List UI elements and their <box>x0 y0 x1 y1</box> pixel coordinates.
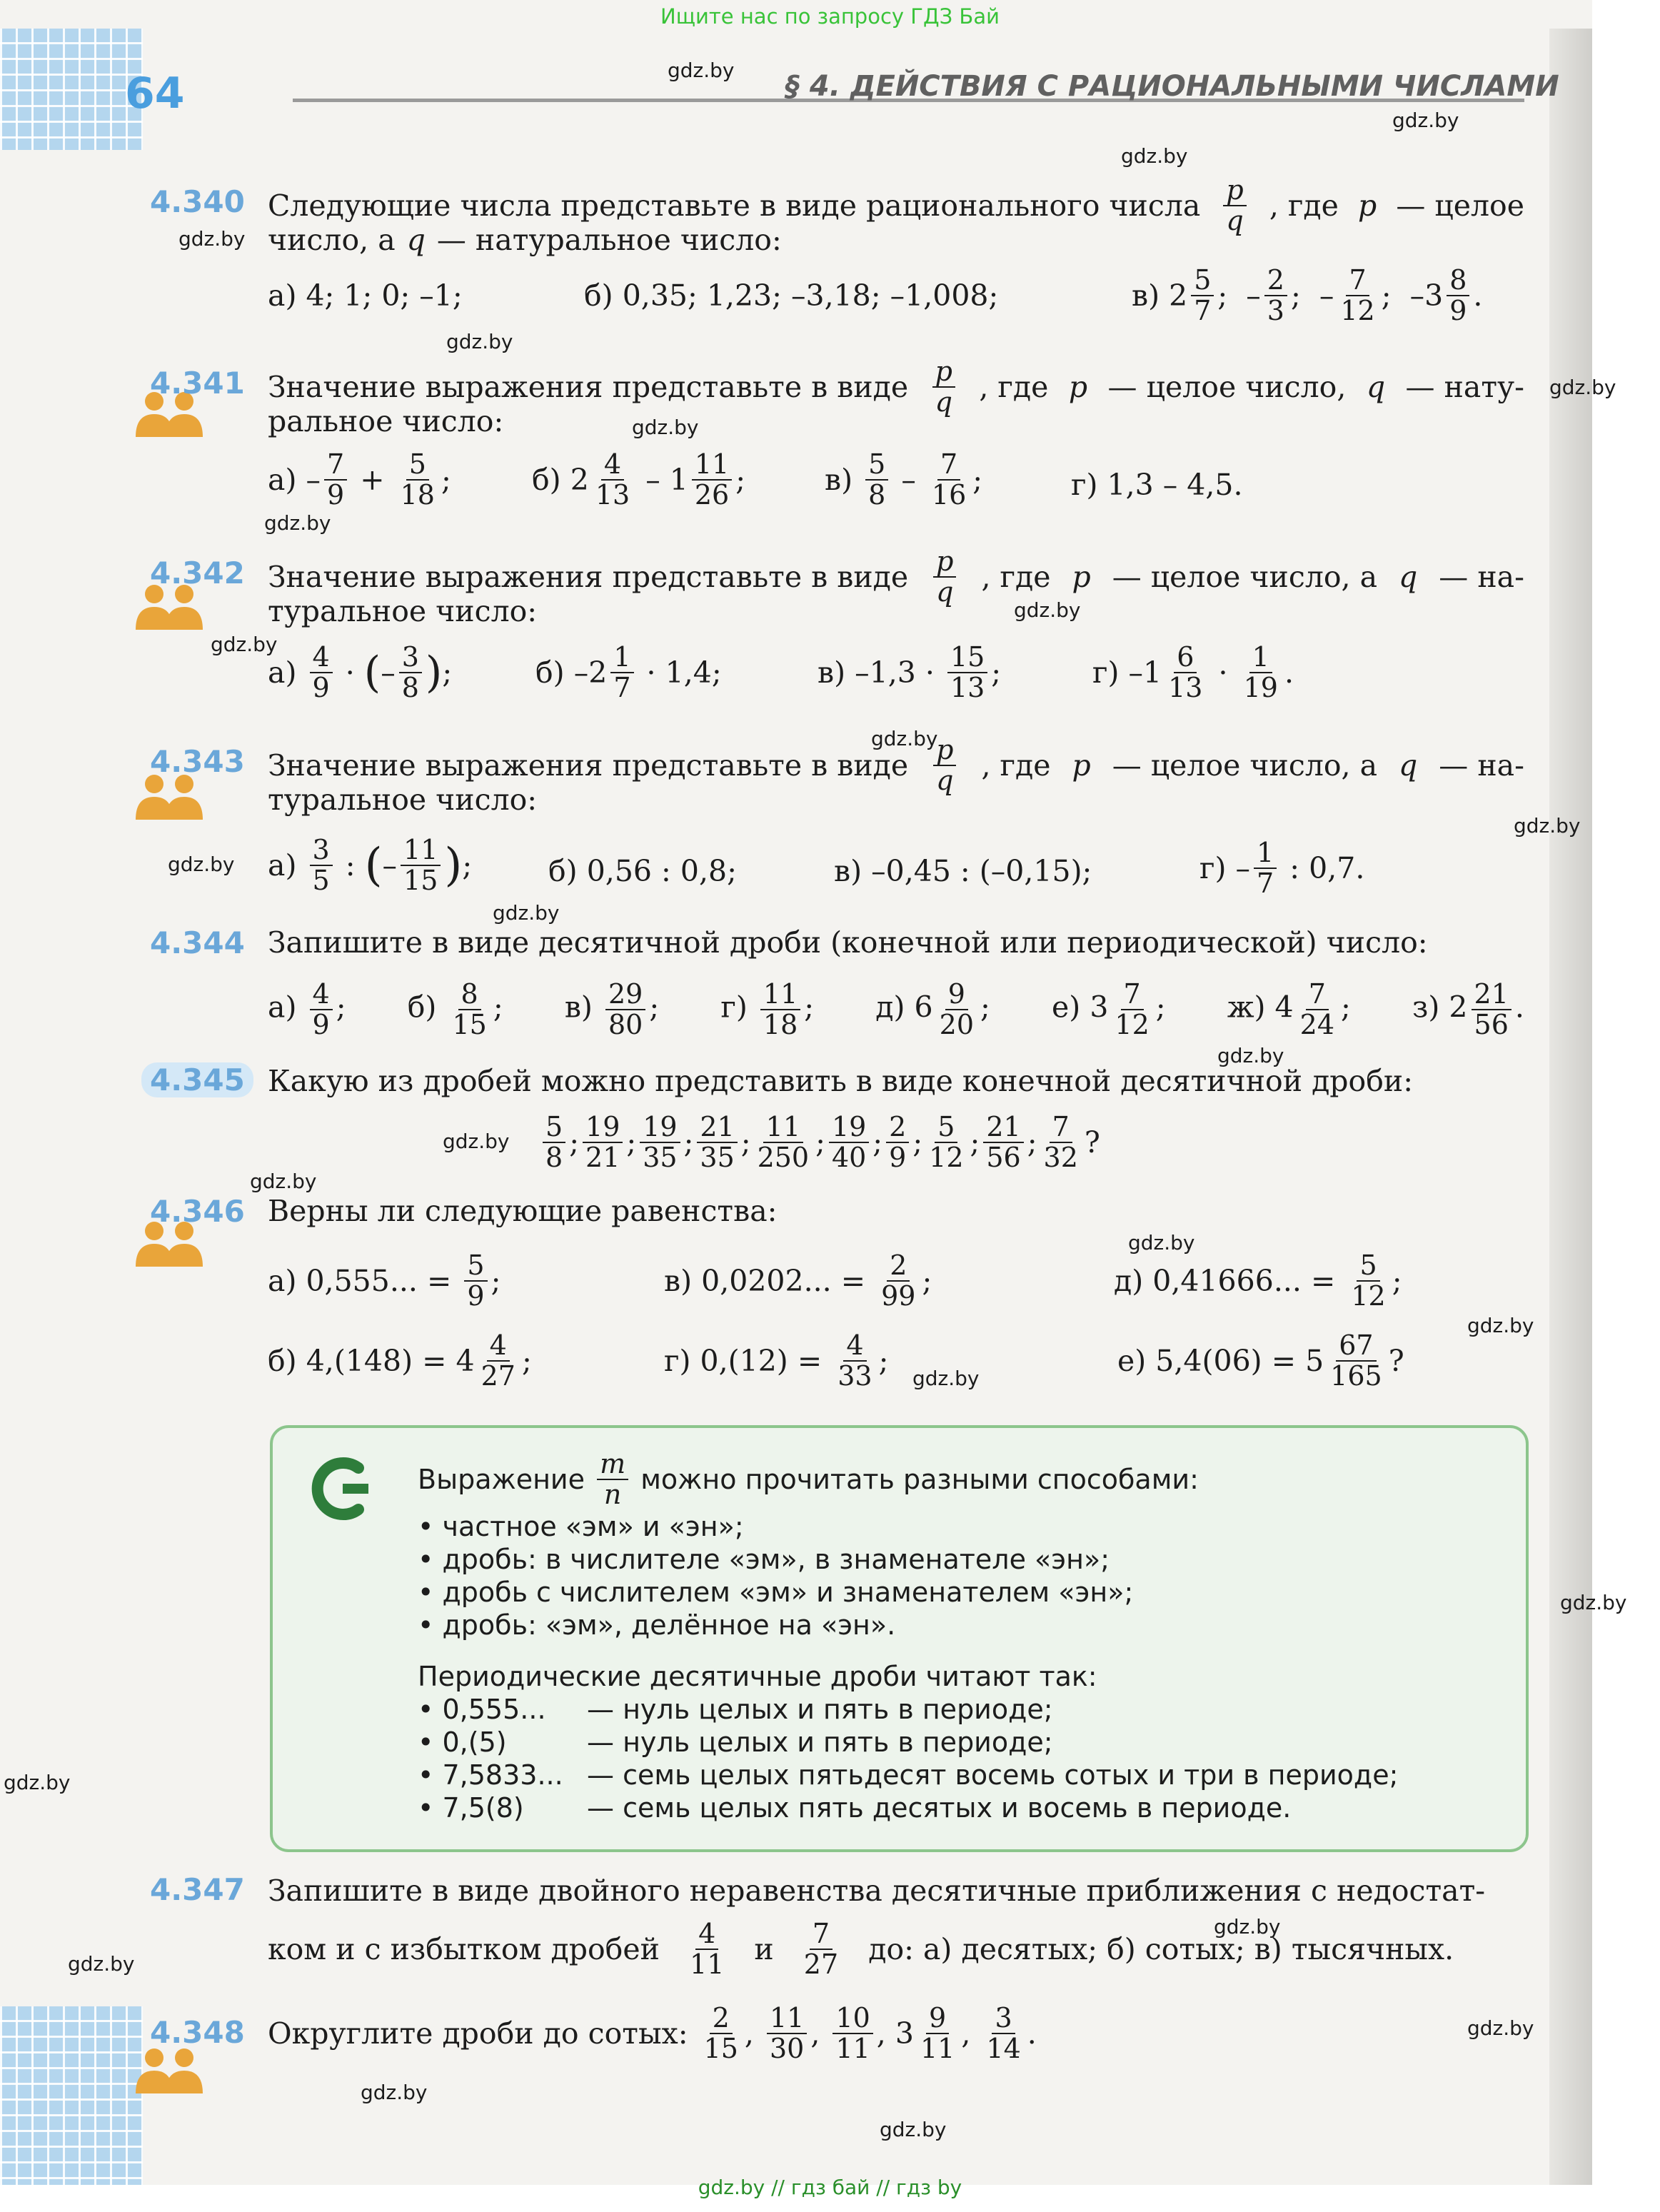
watermark: gdz.by <box>1217 1044 1284 1067</box>
problem-4343-b: б) 0,56 : 0,8; <box>548 854 737 888</box>
watermark: gdz.by <box>4 1771 71 1794</box>
info-way: • частное «эм» и «эн»; <box>418 1511 744 1542</box>
watermark: gdz.by <box>1560 1591 1627 1614</box>
watermark: gdz.by <box>1549 376 1616 399</box>
info-periodic-reading: — семь целых пятьдесят восемь сотых и три в периоде; <box>587 1759 1399 1791</box>
problem-4342-line1: Значение выражения представьте в виде $\frac{p}{q}$ , где p — целое число, а q — на- <box>268 546 1524 608</box>
footer-links[interactable]: gdz.by // гдз бай // гдз by <box>698 2176 962 2199</box>
problem-number: 4.347 <box>150 1872 245 1907</box>
problem-4347-line1: Запишите в виде двойного неравенства десятичные приближения с недостат- <box>268 1874 1486 1908</box>
chapter-title: § 4. ДЕЙСТВИЯ С РАЦИОНАЛЬНЫМИ ЧИСЛАМИ <box>785 70 1559 103</box>
watermark: gdz.by <box>880 2118 947 2141</box>
watermark: gdz.by <box>632 416 699 439</box>
watermark: gdz.by <box>264 511 331 535</box>
watermark: gdz.by <box>1392 109 1459 132</box>
corner-pattern-bottom <box>0 2006 143 2185</box>
problem-4340-b: б) 0,35; 1,23; –3,18; –1,008; <box>584 278 999 313</box>
problem-4342-b: б) –2 $\frac{1}{7}$ · 1,4; <box>535 641 722 704</box>
info-way: • дробь: «эм», делённое на «эн». <box>418 1609 896 1641</box>
problem-4340-v: в) 2 $\frac{5}{7}$ ; – $\frac{2}{3}$ ; – $\frac{7}{12}$ ; –3 $\frac{8}{9}$ . <box>1132 264 1483 327</box>
problem-4340-line1: Следующие числа представьте в виде рационального числа $\frac{p}{q}$ , где p — целое <box>268 174 1524 237</box>
problem-4343-line1: Значение выражения представьте в виде $\frac{p}{q}$ , где p — целое число, а q — на- <box>268 734 1524 797</box>
problem-4343-g: г) – $\frac{1}{7}$ : 0,7. <box>1199 837 1365 900</box>
problem-4341-v: в) $\frac{5}{8}$ – $\frac{7}{16}$ ; <box>825 448 983 511</box>
problem-4345-fractions: $\frac{5}{8}$ ; $\frac{19}{21}$ ; $\frac{19}{35}$ ; $\frac{21}{35}$ ; $\frac{11}{250}$ ; $\frac{19}{40}$ ; $\frac{2}{9}$ ; $\frac{5}{12}$ ; $\frac{21}{56}$ ; $\frac{7}{32}$ ? <box>539 1112 1100 1172</box>
info-periodic-number: • 7,5833... <box>418 1759 563 1791</box>
corner-pattern-top <box>0 29 143 150</box>
problem-4341-b: б) 2 $\frac{4}{13}$ – 1 $\frac{11}{26}$ ; <box>532 448 746 511</box>
watermark: gdz.by <box>1121 144 1188 168</box>
problem-4346-b: б) 4,(148) = 4 $\frac{4}{27}$ ; <box>268 1329 532 1392</box>
watermark: gdz.by <box>1014 598 1081 622</box>
problem-number: 4.344 <box>150 925 245 960</box>
problem-4346-v: в) 0,0202... = $\frac{2}{99}$ ; <box>664 1250 932 1312</box>
info-way: • дробь: в числителе «эм», в знаменателе «эн»; <box>418 1544 1110 1575</box>
problem-number: 4.340 <box>150 184 245 219</box>
problem-4342-v: в) –1,3 · $\frac{15}{13}$ ; <box>818 641 1002 704</box>
two-people-icon <box>133 773 207 820</box>
problem-4343-a: а) $\frac{3}{5}$ : ( – $\frac{11}{15}$ ) ; <box>268 834 473 897</box>
watermark: gdz.by <box>1514 814 1581 838</box>
fraction-p-q: $\frac{p}{q}$ <box>1223 176 1246 236</box>
problem-4341-line2: ральное число: <box>268 404 504 438</box>
problem-4341-g: г) 1,3 – 4,5. <box>1071 468 1243 502</box>
search-banner[interactable]: Ищите нас по запросу ГДЗ Бай <box>660 4 1000 29</box>
watermark: gdz.by <box>68 1952 135 1976</box>
watermark: gdz.by <box>211 633 278 656</box>
problem-4342-g: г) –1 $\frac{6}{13}$ · $\frac{1}{19}$ . <box>1092 641 1294 704</box>
watermark: gdz.by <box>1467 1314 1534 1337</box>
problem-4340-a: а) 4; 1; 0; –1; <box>268 278 463 313</box>
watermark: gdz.by <box>1128 1231 1195 1255</box>
problem-4346-d: д) 0,41666... = $\frac{5}{12}$ ; <box>1114 1250 1402 1312</box>
problem-4344-options: а) $\frac{4}{9}$ ; б) $\frac{8}{15}$ ; в) $\frac{29}{80}$ ; г) $\frac{11}{18}$ ; д) 6 $\frac{9}{20}$ ; е) 3 $\frac{7}{12}$ ; ж) 4 $\frac{7}{24}$ ; з) 2 $\frac{21}{56}$ . <box>268 978 1524 1041</box>
problem-number: 4.346 <box>150 1194 245 1229</box>
info-periodic-reading: — нуль целых и пять в периоде; <box>587 1726 1053 1758</box>
watermark: gdz.by <box>912 1367 980 1390</box>
info-periodic-title: Периодические десятичные дроби читают так: <box>418 1661 1097 1692</box>
watermark: gdz.by <box>168 853 235 876</box>
info-periodic-reading: — нуль целых и пять в периоде; <box>587 1694 1053 1725</box>
watermark: gdz.by <box>871 727 938 750</box>
problem-4341-line1: Значение выражения представьте в виде $\frac{p}{q}$ , где p — целое число, q — нату- <box>268 356 1524 418</box>
info-way: • дробь с числителем «эм» и знаменателем «эн»; <box>418 1577 1134 1608</box>
watermark: gdz.by <box>250 1170 317 1193</box>
watermark: gdz.by <box>668 59 735 82</box>
info-periodic-number: • 7,5(8) <box>418 1792 524 1824</box>
page-gutter-shadow <box>1549 29 1592 2185</box>
problem-number: 4.345 <box>141 1062 253 1097</box>
watermark: gdz.by <box>1214 1915 1281 1939</box>
two-people-icon <box>133 2046 207 2093</box>
problem-4346-e: е) 5,4(06) = 5 $\frac{67}{165}$ ? <box>1117 1329 1404 1392</box>
problem-4346-g: г) 0,(12) = $\frac{4}{33}$ ; <box>664 1329 889 1392</box>
problem-4343-v: в) –0,45 : (–0,15); <box>834 854 1092 888</box>
c-arrow-icon <box>300 1449 378 1528</box>
problem-number: 4.341 <box>150 366 245 401</box>
info-periodic-number: • 0,(5) <box>418 1726 507 1758</box>
problem-4342-a: а) $\frac{4}{9}$ · ( – $\frac{3}{8}$ ) ; <box>268 641 453 704</box>
info-intro: Выражение $\frac{m}{n}$ можно прочитать разными способами: <box>418 1448 1199 1511</box>
watermark: gdz.by <box>446 330 513 353</box>
problem-4348: Округлите дроби до сотых: $\frac{2}{15}$ , $\frac{11}{30}$ , $\frac{10}{11}$ , 3 $\frac{9}{11}$ , $\frac{3}{14}$ . <box>268 2002 1037 2065</box>
problem-number: 4.342 <box>150 555 245 590</box>
problem-4345-text: Какую из дробей можно представить в виде конечной десятичной дроби: <box>268 1064 1414 1098</box>
problem-number: 4.348 <box>150 2015 245 2050</box>
watermark: gdz.by <box>361 2081 428 2104</box>
problem-4341-a: а) – $\frac{7}{9}$ + $\frac{5}{18}$ ; <box>268 448 451 511</box>
problem-4346-text: Верны ли следующие равенства: <box>268 1194 778 1228</box>
problem-4347-line2: ком и с избытком дробей $\frac{4}{11}$ и $\frac{7}{27}$ до: а) десятых; б) сотых; в) тысячных. <box>268 1918 1454 1981</box>
watermark: gdz.by <box>178 227 246 251</box>
info-periodic-number: • 0,555... <box>418 1694 546 1725</box>
page-number: 64 <box>125 69 185 119</box>
info-periodic-reading: — семь целых пять десятых и восемь в периоде. <box>587 1792 1292 1824</box>
problem-number: 4.343 <box>150 744 245 779</box>
watermark: gdz.by <box>493 901 560 925</box>
problem-4344-text: Запишите в виде десятичной дроби (конечной или периодической) число: <box>268 925 1428 960</box>
watermark: gdz.by <box>1467 2016 1534 2040</box>
problem-4340-line2: число, а q — натуральное число: <box>268 223 782 257</box>
problem-4343-line2: туральное число: <box>268 783 538 817</box>
watermark: gdz.by <box>443 1130 510 1153</box>
problem-4342-line2: туральное число: <box>268 594 538 628</box>
problem-4346-a: а) 0,555... = $\frac{5}{9}$ ; <box>268 1250 501 1312</box>
